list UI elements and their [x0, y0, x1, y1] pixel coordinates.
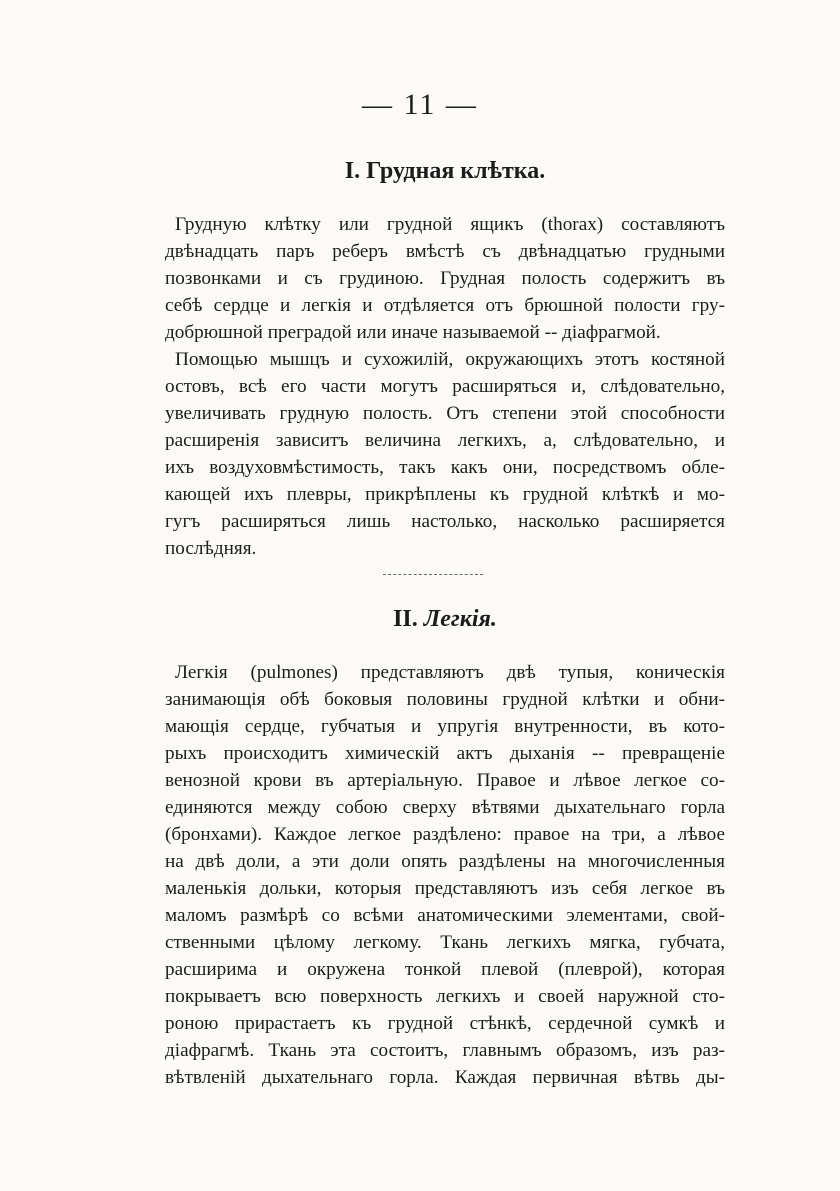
text-line: двѣнадцать паръ реберъ вмѣстѣ съ двѣнадцатью грудными	[165, 241, 725, 262]
section-title-chest	[165, 158, 725, 185]
paragraph	[165, 211, 725, 346]
text-line: на двѣ доли, а эти доли опять раздѣлены на многочисленныя	[165, 851, 725, 872]
text-line: роною прирастаетъ къ грудной стѣнкѣ, сердечной сумкѣ и	[165, 1013, 725, 1034]
text-line: остовъ, всѣ его части могутъ расширяться и, слѣдовательно,	[165, 376, 725, 397]
text-line: единяются между собою сверху вѣтвями дыхательнаго горла	[165, 797, 725, 818]
text-line: покрываетъ всю поверхность легкихъ и своей наружной сто-	[165, 986, 725, 1007]
section-numeral: I.	[344, 158, 361, 184]
text-line: себѣ сердце и легкія и отдѣляется отъ брюшной полости гру-	[165, 295, 725, 316]
text-line: діафрагмѣ. Ткань эта состоитъ, главнымъ образомъ, изъ раз-	[165, 1040, 725, 1061]
text-line: добрюшной преградой или иначе называемой -- діафрагмой.	[165, 322, 661, 343]
section-numeral: II.	[393, 606, 418, 632]
text-line: позвонками и съ грудиною. Грудная полость содержитъ въ	[165, 268, 725, 289]
text-line: венозной крови въ артеріальную. Правое и лѣвое легкое со-	[165, 770, 725, 791]
text-line: гугъ расширяться лишь настолько, насколько расширяется	[165, 511, 725, 532]
text-line: кающей ихъ плевры, прикрѣплены къ грудной клѣткѣ и мо-	[165, 484, 725, 505]
text-line: ихъ воздуховмѣстимость, такъ какъ они, посредствомъ обле-	[165, 457, 725, 478]
text-line: маломъ размѣрѣ со всѣми анатомическими элементами, свой-	[165, 905, 725, 926]
text-line: Грудную клѣтку или грудной ящикъ (thorax) составляютъ	[175, 214, 725, 235]
text-line: Помощью мышцъ и сухожилій, окружающихъ этотъ костяной	[175, 349, 725, 370]
section-separator	[383, 574, 483, 577]
page-number: — 11 —	[362, 88, 478, 121]
paragraph	[165, 346, 725, 562]
text-line: послѣдняя.	[165, 538, 257, 559]
text-line: увеличивать грудную полость. Отъ степени этой способности	[165, 403, 725, 424]
paragraph	[165, 659, 725, 1091]
text-line: маленькія дольки, которыя представляютъ изъ себя легкое въ	[165, 878, 725, 899]
section-heading: Грудная клѣтка.	[366, 158, 546, 184]
section-chest	[165, 158, 725, 562]
section-title-lungs	[165, 606, 725, 633]
text-line: рыхъ происходитъ химическій актъ дыханія -- превращеніе	[165, 743, 725, 764]
text-line: занимающія обѣ боковыя половины грудной клѣтки и обни-	[165, 689, 725, 710]
text-line: вѣтвленій дыхательнаго горла. Каждая первичная вѣтвь ды-	[165, 1067, 725, 1088]
text-line: мающія сердце, губчатыя и упругія внутренности, въ кото-	[165, 716, 725, 737]
text-line: расширенія зависитъ величина легкихъ, а, слѣдовательно, и	[165, 430, 725, 451]
text-line: расширима и окружена тонкой плевой (плеврой), которая	[165, 959, 725, 980]
text-line: Легкія (pulmones) представляютъ двѣ тупыя, коническія	[175, 662, 725, 683]
section-heading: Легкія.	[423, 606, 497, 632]
text-line: (бронхами). Каждое легкое раздѣлено: правое на три, а лѣвое	[165, 824, 725, 845]
text-line: ственными цѣлому легкому. Ткань легкихъ мягка, губчата,	[165, 932, 725, 953]
section-lungs	[165, 606, 725, 1091]
